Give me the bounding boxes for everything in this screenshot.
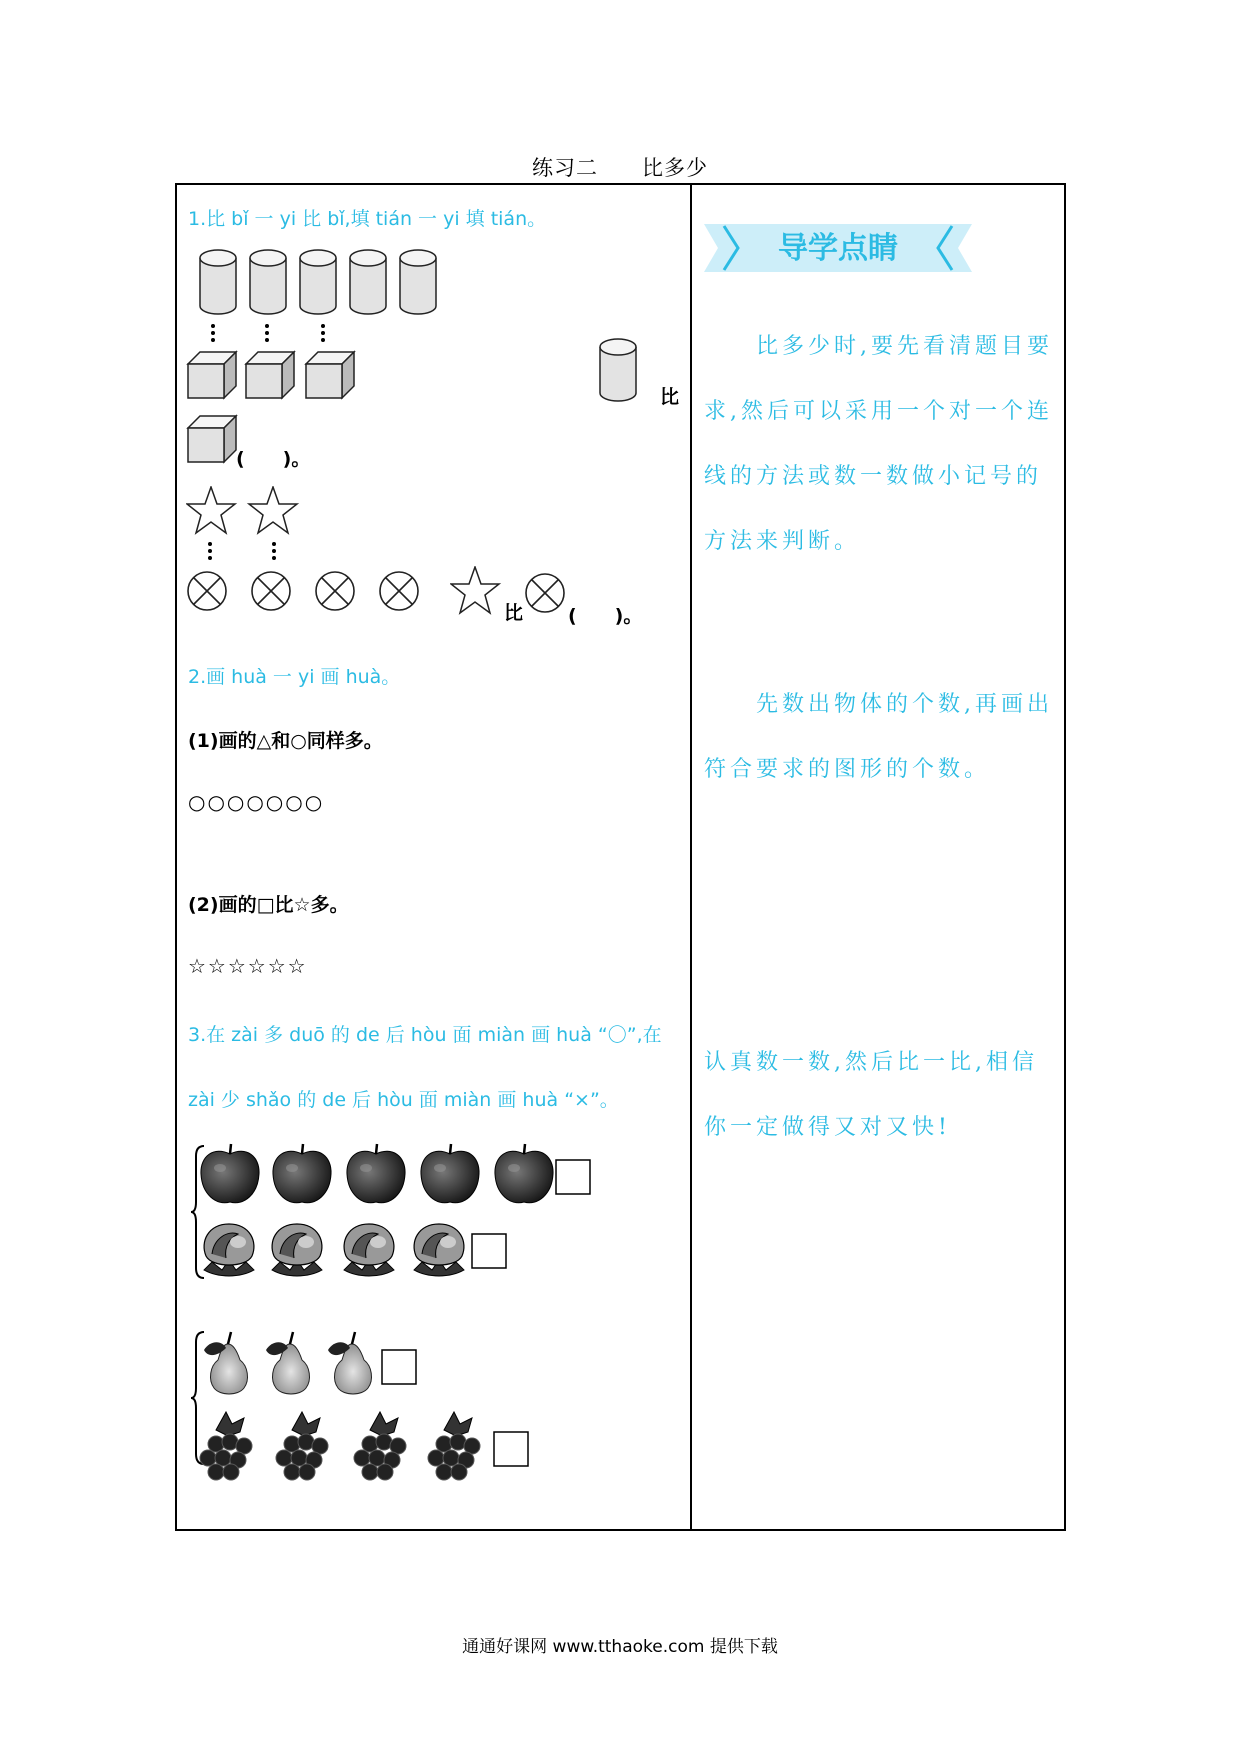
cylinder-icon [400, 250, 436, 314]
apple-icon [495, 1144, 553, 1203]
match-dots-2 [200, 540, 290, 564]
q2-sub2: (2)画的□比☆多。 [188, 894, 349, 916]
grape-icon [200, 1412, 252, 1480]
grape-icon [354, 1412, 406, 1480]
star-compare-label: 比 [504, 602, 524, 624]
match-dots-1 [205, 322, 335, 346]
cylinder-icon [350, 250, 386, 314]
peach-icon [344, 1224, 394, 1276]
answer-box-icon [494, 1432, 528, 1466]
apple-icon [421, 1144, 479, 1203]
pear-grape-group [198, 1330, 538, 1482]
answer-box-icon [382, 1350, 416, 1384]
grape-icon [428, 1412, 480, 1480]
cube-icon [306, 352, 354, 398]
apple-peach-group [200, 1142, 600, 1282]
cylinder-compare-label: 比 [660, 386, 680, 408]
apple-icon [201, 1144, 259, 1203]
cube-row [186, 350, 366, 402]
crossed-circle-icon [524, 572, 568, 616]
crossed-circle-icon [316, 572, 354, 610]
crossed-circle-icon [188, 572, 226, 610]
cube-icon [186, 414, 240, 466]
cylinder-row [190, 246, 445, 318]
pear-icon [328, 1332, 371, 1394]
cylinder-icon [300, 250, 336, 314]
apple-icon [347, 1144, 405, 1203]
answer-box-icon [472, 1234, 506, 1268]
crossed-circle-row [186, 570, 436, 614]
tip-3: 认真数一数,然后比一比,相信你一定做得又对又快! [704, 1050, 1038, 1140]
star-icon [450, 566, 502, 616]
q2-stars: ☆☆☆☆☆☆ [188, 954, 308, 978]
page-title: 练习二 比多少 [532, 156, 708, 180]
answer-blank-1[interactable]: ( )。 [236, 448, 311, 470]
grape-icon [276, 1412, 328, 1480]
crossed-circle-icon [252, 572, 290, 610]
q3-line2: zài 少 shǎo 的 de 后 hòu 面 miàn 画 huà “×”。 [188, 1089, 619, 1111]
peach-icon [272, 1224, 322, 1276]
crossed-circle-icon [380, 572, 418, 610]
column-divider [690, 183, 692, 1531]
tip-1: 比多少时,要先看清题目要求,然后可以采用一个对一个连线的方法或数一数做小记号的方法来判断。 [704, 334, 1053, 554]
peach-icon [414, 1224, 464, 1276]
pear-icon [266, 1332, 309, 1394]
apple-icon [273, 1144, 331, 1203]
peach-icon [204, 1224, 254, 1276]
q2-title: 2.画 huà 一 yi 画 huà。 [188, 666, 401, 688]
star-row [186, 486, 306, 538]
q2-sub1: (1)画的△和○同样多。 [188, 730, 383, 752]
star-icon [249, 487, 297, 533]
answer-blank-2[interactable]: ( )。 [568, 605, 643, 627]
cylinder-icon [598, 337, 640, 403]
q2-circles: ○○○○○○○ [188, 790, 325, 814]
q3-line1: 3.在 zài 多 duō 的 de 后 hòu 面 miàn 画 huà “〇”,在 [188, 1024, 662, 1046]
page-footer: 通通好课网 www.tthaoke.com 提供下载 [462, 1637, 778, 1657]
cylinder-icon [250, 250, 286, 314]
tip-2: 先数出物体的个数,再画出符合要求的图形的个数。 [704, 692, 1053, 782]
guide-banner-title: 导学点睛 [778, 231, 898, 266]
pear-icon [204, 1332, 247, 1394]
star-icon [187, 487, 235, 533]
cylinder-icon [200, 250, 236, 314]
cube-icon [246, 352, 294, 398]
cube-icon [188, 352, 236, 398]
answer-box-icon [556, 1160, 590, 1194]
q1-title: 1.比 bǐ 一 yi 比 bǐ,填 tián 一 yi 填 tián。 [188, 208, 547, 230]
guide-banner [702, 222, 984, 274]
